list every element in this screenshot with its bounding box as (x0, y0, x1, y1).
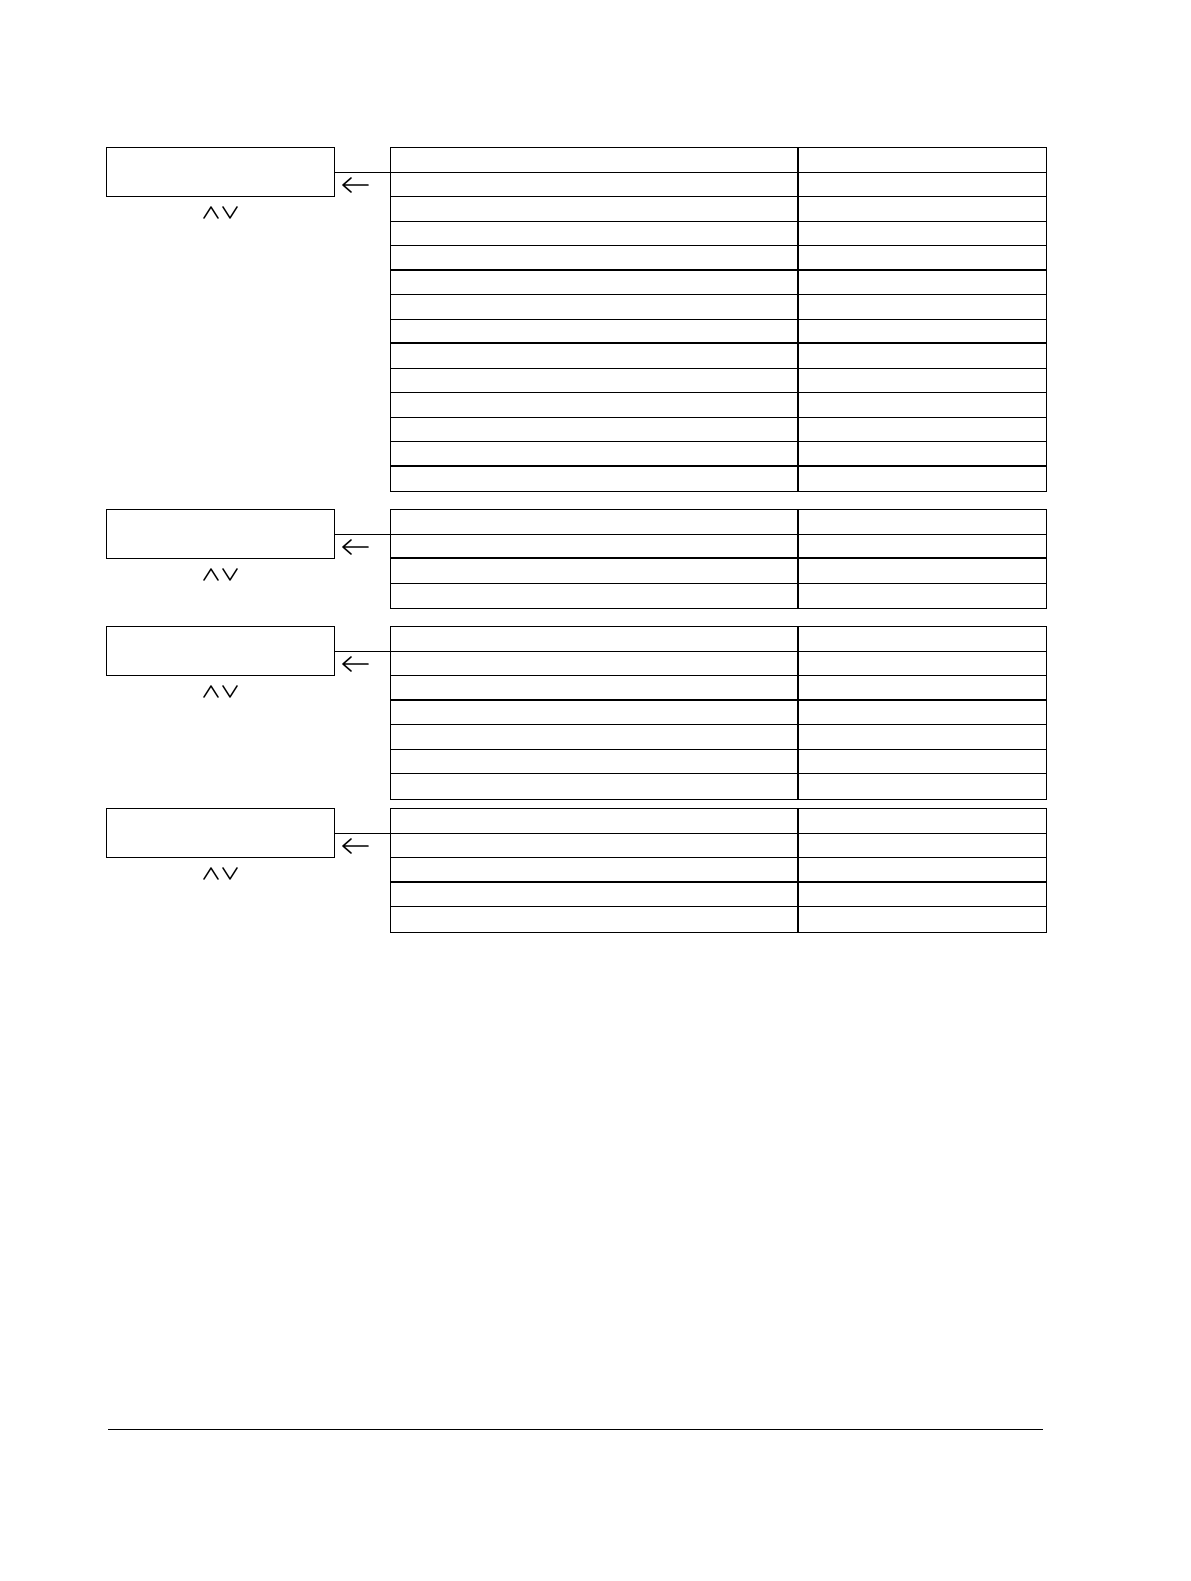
option-row (391, 148, 1046, 173)
option-name-cell (391, 858, 799, 881)
option-value-cell (799, 295, 1046, 319)
option-value-cell (799, 750, 1046, 774)
option-row (391, 883, 1046, 908)
option-row (391, 418, 1046, 443)
option-value-cell (799, 774, 1046, 799)
left-arrow-icon (341, 656, 369, 672)
option-value-cell (799, 442, 1046, 465)
option-value-cell (799, 907, 1046, 932)
option-name-cell (391, 418, 799, 442)
option-value-cell (799, 173, 1046, 197)
option-value-cell (799, 271, 1046, 295)
option-name-cell (391, 834, 799, 858)
option-name-cell (391, 907, 799, 932)
option-value-cell (799, 584, 1046, 609)
option-value-cell (799, 510, 1046, 534)
option-name-cell (391, 197, 799, 221)
option-value-cell (799, 701, 1046, 725)
option-name-cell (391, 246, 799, 269)
option-value-cell (799, 725, 1046, 749)
option-row (391, 369, 1046, 394)
option-name-cell (391, 627, 799, 651)
option-value-cell (799, 652, 1046, 676)
option-value-cell (799, 883, 1046, 907)
option-name-cell (391, 701, 799, 725)
option-row (391, 858, 1046, 883)
option-row (391, 725, 1046, 750)
option-row (391, 271, 1046, 296)
option-name-cell (391, 774, 799, 799)
option-row (391, 393, 1046, 418)
option-row (391, 834, 1046, 859)
option-name-cell (391, 393, 799, 417)
option-row (391, 701, 1046, 726)
option-value-cell (799, 834, 1046, 858)
option-name-cell (391, 535, 799, 558)
option-value-cell (799, 393, 1046, 417)
option-name-cell (391, 148, 799, 172)
option-row (391, 627, 1046, 652)
up-down-arrows-icon (203, 205, 239, 219)
option-name-cell (391, 750, 799, 774)
option-value-cell (799, 535, 1046, 558)
up-down-arrows-icon (203, 866, 239, 880)
menu-box-2 (106, 509, 335, 559)
option-value-cell (799, 676, 1046, 699)
up-down-arrows-icon (203, 567, 239, 581)
option-row (391, 467, 1046, 492)
options-table-4 (390, 808, 1047, 933)
menu-box-3 (106, 626, 335, 676)
option-name-cell (391, 883, 799, 907)
option-name-cell (391, 271, 799, 295)
option-value-cell (799, 627, 1046, 651)
option-name-cell (391, 369, 799, 393)
option-row (391, 750, 1046, 775)
option-name-cell (391, 584, 799, 609)
option-value-cell (799, 148, 1046, 172)
option-value-cell (799, 467, 1046, 492)
options-table-2 (390, 509, 1047, 609)
option-row (391, 246, 1046, 271)
menu-connector-1 (335, 172, 391, 173)
up-down-arrows-icon (203, 684, 239, 698)
option-row (391, 535, 1046, 560)
menu-connector-2 (335, 534, 391, 535)
option-name-cell (391, 222, 799, 246)
menu-connector-3 (335, 651, 391, 652)
option-row (391, 809, 1046, 834)
left-arrow-icon (341, 177, 369, 193)
option-value-cell (799, 320, 1046, 343)
option-value-cell (799, 559, 1046, 583)
option-value-cell (799, 246, 1046, 269)
option-row (391, 344, 1046, 369)
option-name-cell (391, 676, 799, 699)
option-name-cell (391, 320, 799, 343)
option-name-cell (391, 510, 799, 534)
option-row (391, 652, 1046, 677)
menu-connector-4 (335, 833, 391, 834)
option-row (391, 320, 1046, 345)
options-table-1 (390, 147, 1047, 492)
option-value-cell (799, 222, 1046, 246)
options-table-3 (390, 626, 1047, 800)
option-row (391, 774, 1046, 799)
option-row (391, 559, 1046, 584)
option-row (391, 584, 1046, 609)
option-name-cell (391, 725, 799, 749)
menu-box-4 (106, 808, 335, 858)
option-row (391, 173, 1046, 198)
option-name-cell (391, 344, 799, 368)
option-name-cell (391, 809, 799, 833)
option-row (391, 295, 1046, 320)
footer-rule (108, 1429, 1043, 1430)
option-name-cell (391, 467, 799, 492)
left-arrow-icon (341, 539, 369, 555)
left-arrow-icon (341, 838, 369, 854)
option-value-cell (799, 369, 1046, 393)
option-row (391, 197, 1046, 222)
option-name-cell (391, 173, 799, 197)
option-name-cell (391, 442, 799, 465)
option-row (391, 442, 1046, 467)
option-value-cell (799, 858, 1046, 881)
option-row (391, 222, 1046, 247)
option-name-cell (391, 295, 799, 319)
option-name-cell (391, 652, 799, 676)
menu-box-1 (106, 147, 335, 197)
option-row (391, 907, 1046, 932)
option-row (391, 676, 1046, 701)
option-name-cell (391, 559, 799, 583)
option-row (391, 510, 1046, 535)
option-value-cell (799, 197, 1046, 221)
option-value-cell (799, 418, 1046, 442)
option-value-cell (799, 344, 1046, 368)
option-value-cell (799, 809, 1046, 833)
